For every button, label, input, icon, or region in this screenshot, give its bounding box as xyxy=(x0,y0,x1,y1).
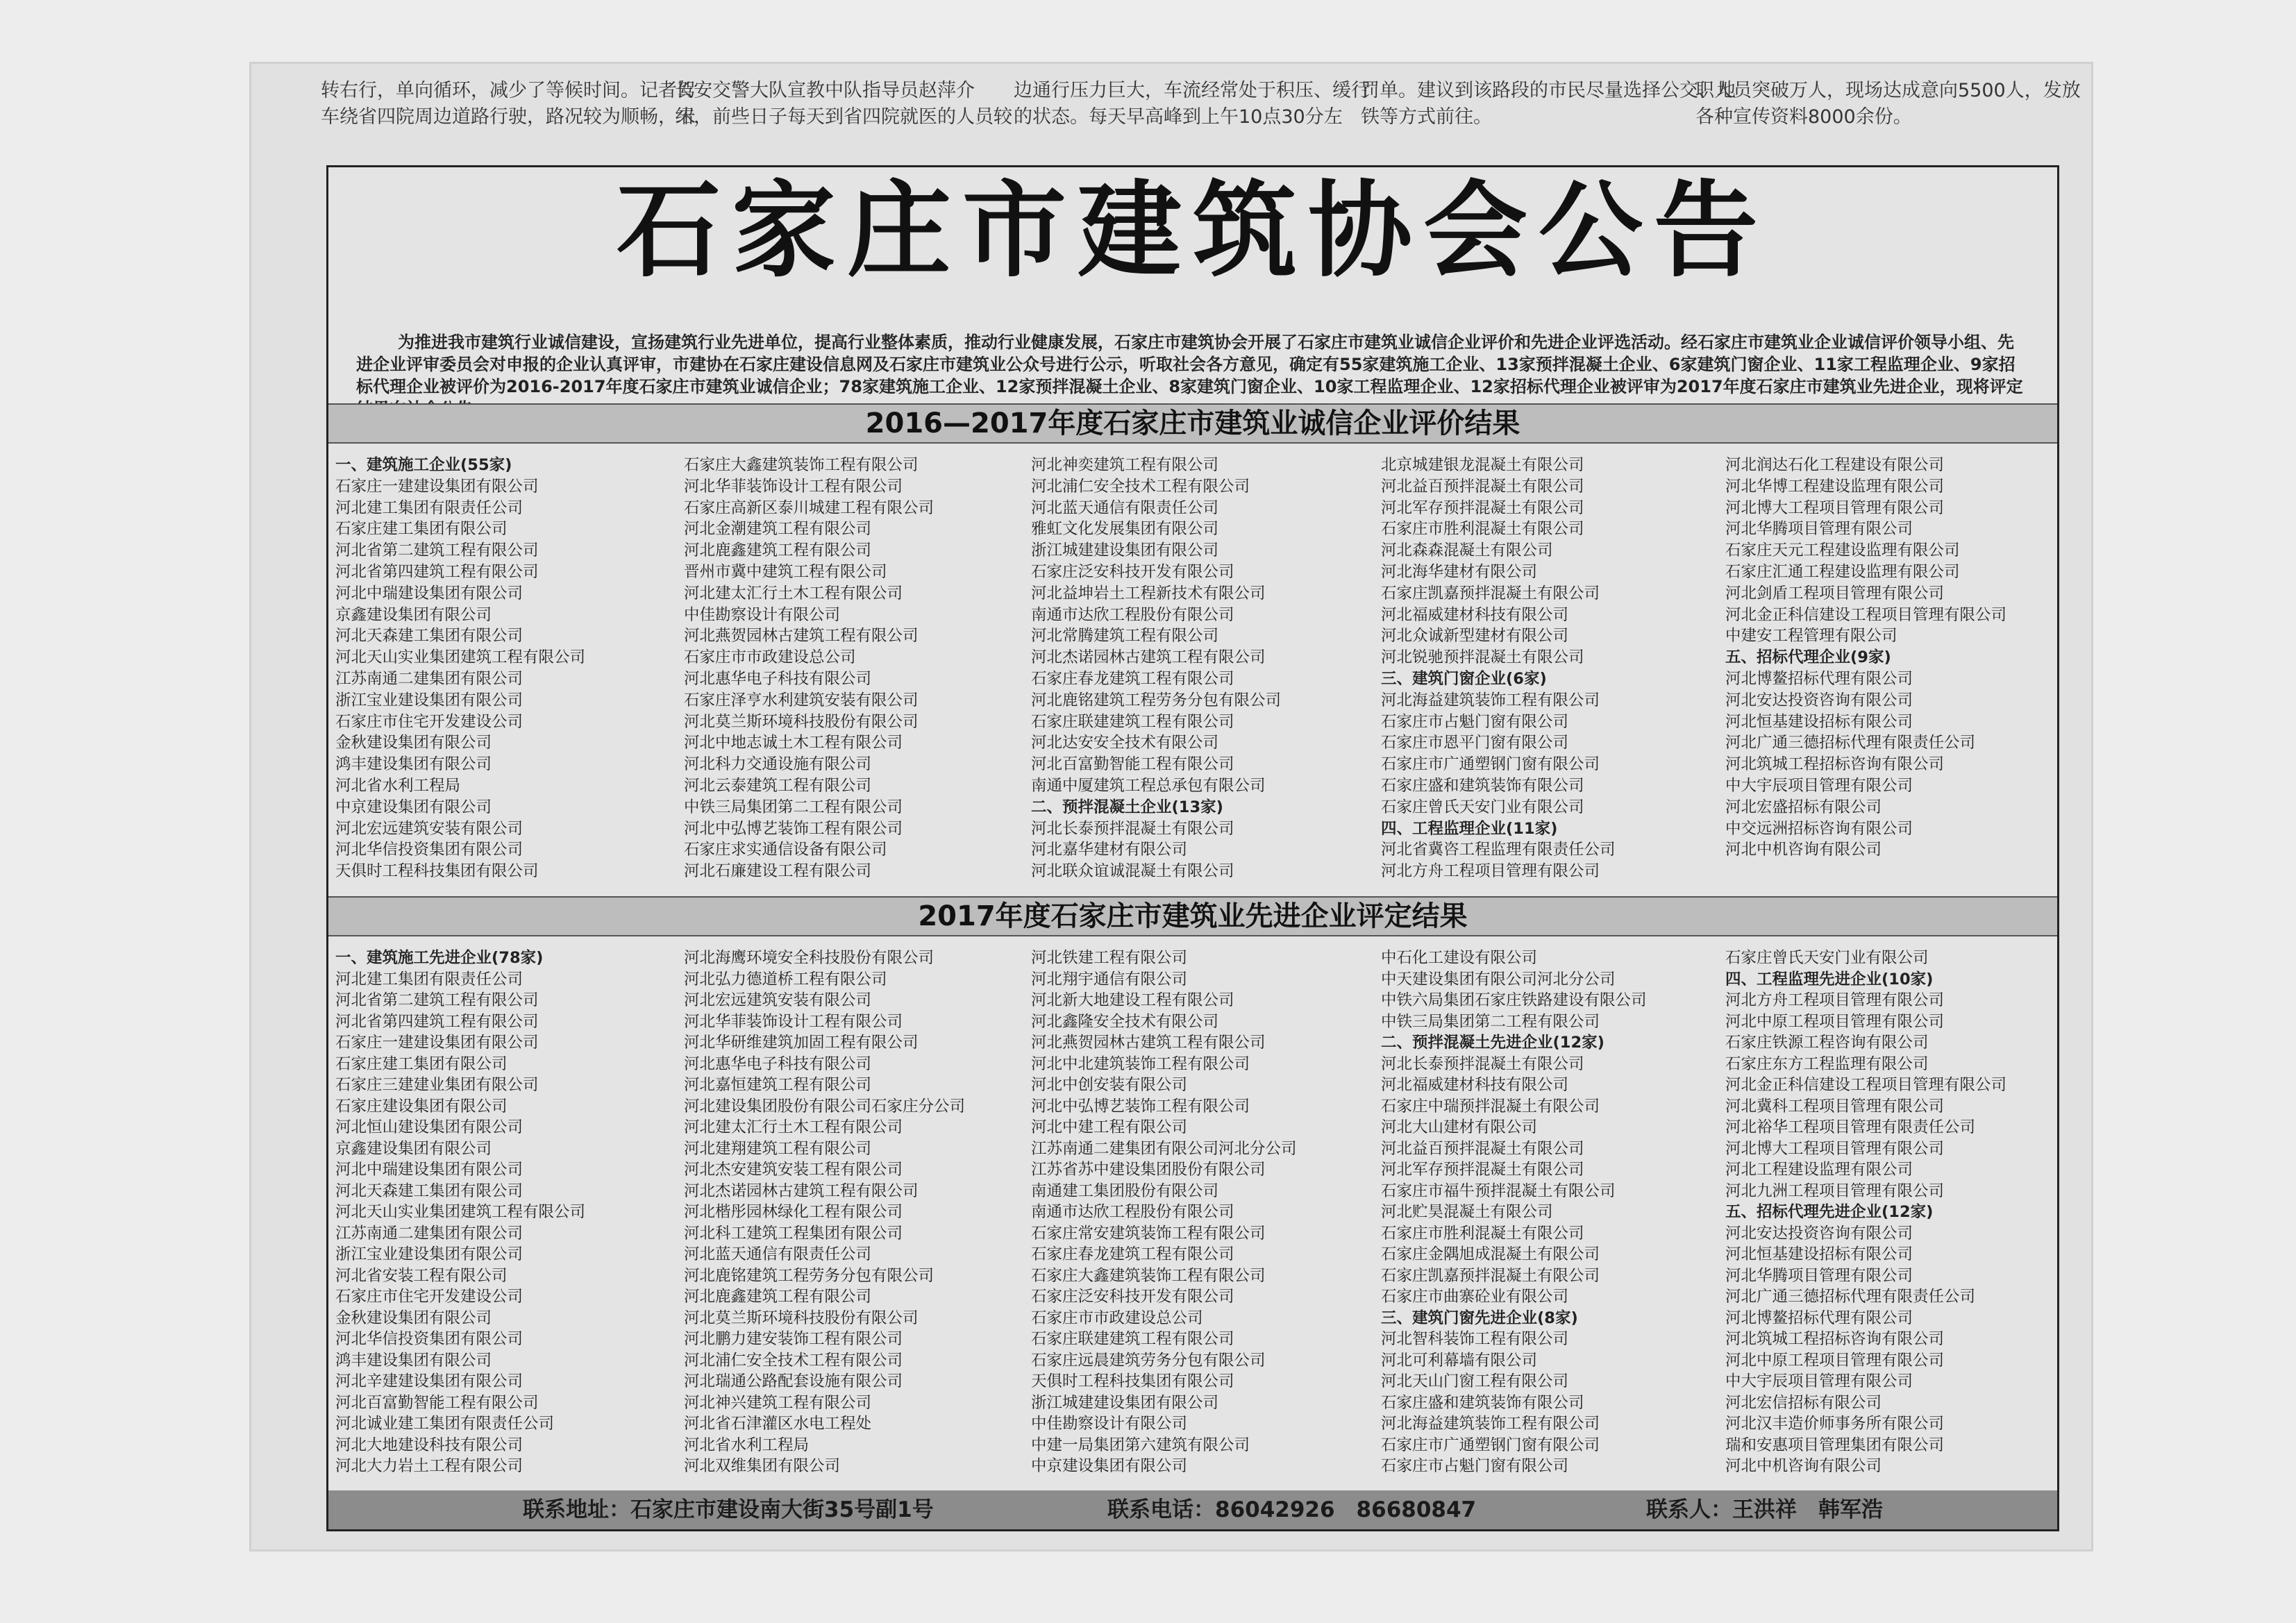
company-name: 河北省第二建筑工程有限公司 xyxy=(335,991,539,1009)
company-name: 河北大地建设科技有限公司 xyxy=(335,1436,523,1454)
company-name: 中佳勘察设计有限公司 xyxy=(684,605,841,624)
section1-heading: 2016—2017年度石家庄市建筑业诚信企业评价结果 xyxy=(328,403,2057,444)
company-name: 石家庄曾氏天安门业有限公司 xyxy=(1725,949,1929,967)
company-name: 河北大力岩土工程有限公司 xyxy=(335,1457,523,1475)
company-name: 石家庄建工集团有限公司 xyxy=(335,520,508,539)
category-heading: 四、工程监理先进企业(10家) xyxy=(1725,970,1934,989)
company-name: 鸿丰建设集团有限公司 xyxy=(335,755,492,774)
company-name: 河北建设集团股份有限公司石家庄分公司 xyxy=(684,1097,966,1116)
company-name: 河北神兴建筑工程有限公司 xyxy=(684,1393,872,1412)
company-name: 河北惠华电子科技有限公司 xyxy=(684,1054,872,1073)
company-name: 河北长泰预拌混凝土有限公司 xyxy=(1031,819,1234,838)
company-name: 河北海华建材有限公司 xyxy=(1381,562,1538,581)
company-name: 京鑫建设集团有限公司 xyxy=(335,1139,492,1158)
company-name: 石家庄市曲寨砼业有限公司 xyxy=(1381,1288,1569,1306)
company-name: 河北莫兰斯环境科技股份有限公司 xyxy=(684,1309,919,1327)
company-name: 河北中弘博艺装饰工程有限公司 xyxy=(684,819,903,838)
category-heading: 四、工程监理企业(11家) xyxy=(1381,819,1558,838)
company-name: 石家庄曾氏天安门业有限公司 xyxy=(1381,798,1584,816)
company-name: 河北中地志诚土木工程有限公司 xyxy=(684,734,903,752)
company-name: 河北嘉恒建筑工程有限公司 xyxy=(684,1076,872,1094)
company-name: 河北军存预拌混凝土有限公司 xyxy=(1381,498,1584,517)
company-name: 中交远洲招标咨询有限公司 xyxy=(1725,819,1913,838)
company-name: 河北天山门窗工程有限公司 xyxy=(1381,1372,1569,1390)
company-name: 石家庄凯嘉预拌混凝土有限公司 xyxy=(1381,1266,1600,1285)
company-name: 河北恒基建设招标有限公司 xyxy=(1725,1245,1913,1263)
company-name: 石家庄金隅旭成混凝土有限公司 xyxy=(1381,1245,1600,1263)
company-name: 河北天山实业集团建筑工程有限公司 xyxy=(335,1203,586,1221)
company-name: 河北弘力德道桥工程有限公司 xyxy=(684,970,887,989)
section1-column-3 xyxy=(1031,455,1364,882)
company-name: 河北中瑞建设集团有限公司 xyxy=(335,584,523,603)
fragment-col5-line1: 职人员突破万人，现场达成意向5500人，发放 xyxy=(1695,80,2081,101)
company-name: 河北铁建工程有限公司 xyxy=(1031,949,1188,967)
company-name: 石家庄盛和建筑装饰有限公司 xyxy=(1381,1393,1584,1412)
company-name: 河北建翔建筑工程有限公司 xyxy=(684,1139,872,1158)
section1-column-1 xyxy=(335,455,669,882)
company-name: 河北建太汇行土木工程有限公司 xyxy=(684,584,903,603)
company-name: 河北百富勤智能工程有限公司 xyxy=(335,1393,539,1412)
company-name: 河北冀科工程项目管理有限公司 xyxy=(1725,1097,1945,1116)
company-name: 河北福威建材科技有限公司 xyxy=(1381,605,1569,624)
company-name: 河北中建工程有限公司 xyxy=(1031,1118,1188,1136)
company-name: 石家庄春龙建筑工程有限公司 xyxy=(1031,669,1234,688)
company-name: 河北福威建材科技有限公司 xyxy=(1381,1076,1569,1094)
company-name: 河北鹿鑫建筑工程有限公司 xyxy=(684,541,872,560)
company-name: 石家庄春龙建筑工程有限公司 xyxy=(1031,1245,1234,1263)
company-name: 河北鹿铭建筑工程劳务分包有限公司 xyxy=(684,1266,935,1285)
company-name: 河北华菲装饰设计工程有限公司 xyxy=(684,1012,903,1031)
company-name: 河北省水利工程局 xyxy=(335,776,461,795)
category-heading: 五、招标代理先进企业(12家) xyxy=(1725,1203,1934,1221)
company-name: 天俱时工程科技集团有限公司 xyxy=(335,862,539,881)
company-name: 石家庄远晨建筑劳务分包有限公司 xyxy=(1031,1351,1266,1370)
company-name: 石家庄求实通信设备有限公司 xyxy=(684,841,887,859)
company-name: 河北智科装饰工程有限公司 xyxy=(1381,1330,1569,1348)
company-name: 河北鹏力建安装饰工程有限公司 xyxy=(684,1330,903,1348)
company-name: 河北宏远建筑安装有限公司 xyxy=(335,819,523,838)
company-name: 石家庄市福牛预拌混凝土有限公司 xyxy=(1381,1181,1616,1200)
company-name: 京鑫建设集团有限公司 xyxy=(335,605,492,624)
company-name: 河北科工建筑工程集团有限公司 xyxy=(684,1224,903,1243)
company-name: 河北众诚新型建材有限公司 xyxy=(1381,627,1569,646)
company-name: 河北惠华电子科技有限公司 xyxy=(684,669,872,688)
company-name: 河北省安装工程有限公司 xyxy=(335,1266,508,1285)
company-name: 石家庄市胜利混凝土有限公司 xyxy=(1381,1224,1584,1243)
company-name: 河北华信投资集团有限公司 xyxy=(335,1330,523,1348)
company-name: 河北益百预拌混凝土有限公司 xyxy=(1381,1139,1584,1158)
company-name: 石家庄市住宅开发建设公司 xyxy=(335,1288,523,1306)
company-name: 中大宇辰项目管理有限公司 xyxy=(1725,776,1913,795)
company-name: 河北联众谊诚混凝土有限公司 xyxy=(1031,862,1234,881)
company-name: 河北锐驰预拌混凝土有限公司 xyxy=(1381,648,1584,667)
company-name: 河北华腾项目管理有限公司 xyxy=(1725,520,1913,539)
fragment-col1-line2: 车绕省四院周边道路行驶，路况较为顺畅，未 xyxy=(321,106,696,128)
company-name: 河北剑盾工程项目管理有限公司 xyxy=(1725,584,1945,603)
company-name: 河北新大地建设工程有限公司 xyxy=(1031,991,1234,1009)
company-name: 河北省第四建筑工程有限公司 xyxy=(335,1012,539,1031)
announcement-box xyxy=(326,165,2059,1531)
company-name: 河北中瑞建设集团有限公司 xyxy=(335,1161,523,1179)
company-name: 中大宇辰项目管理有限公司 xyxy=(1725,1372,1913,1390)
company-name: 石家庄中瑞预拌混凝土有限公司 xyxy=(1381,1097,1600,1116)
company-name: 河北建工集团有限责任公司 xyxy=(335,970,523,989)
category-heading: 三、建筑门窗先进企业(8家) xyxy=(1381,1309,1578,1327)
company-name: 河北双维集团有限公司 xyxy=(684,1457,841,1475)
category-heading: 五、招标代理企业(9家) xyxy=(1725,648,1891,667)
company-name: 雅虹文化发展集团有限公司 xyxy=(1031,520,1219,539)
company-name: 江苏南通二建集团有限公司 xyxy=(335,1224,523,1243)
company-name: 河北中北建筑装饰工程有限公司 xyxy=(1031,1054,1250,1073)
company-name: 石家庄大鑫建筑装饰工程有限公司 xyxy=(1031,1266,1266,1285)
company-name: 河北中机咨询有限公司 xyxy=(1725,841,1882,859)
company-name: 石家庄市占魁门窗有限公司 xyxy=(1381,712,1569,731)
company-name: 河北宏远建筑安装有限公司 xyxy=(684,991,872,1009)
section2-heading: 2017年度石家庄市建筑业先进企业评定结果 xyxy=(328,896,2057,936)
company-name: 河北建太汇行土木工程有限公司 xyxy=(684,1118,903,1136)
company-name: 河北瑞通公路配套设施有限公司 xyxy=(684,1372,903,1390)
company-name: 石家庄泛安科技开发有限公司 xyxy=(1031,1288,1234,1306)
contact-footer xyxy=(328,1490,2057,1529)
company-name: 河北省第四建筑工程有限公司 xyxy=(335,562,539,581)
company-name: 河北方舟工程项目管理有限公司 xyxy=(1381,862,1600,881)
company-name: 石家庄市广通塑钢门窗有限公司 xyxy=(1381,1436,1600,1454)
company-name: 石家庄泽亨水利建筑安装有限公司 xyxy=(684,691,919,709)
company-name: 石家庄一建建设集团有限公司 xyxy=(335,477,539,496)
company-name: 河北科力交通设施有限公司 xyxy=(684,755,872,774)
company-name: 晋州市冀中建筑工程有限公司 xyxy=(684,562,887,581)
company-name: 河北益坤岩土工程新技术有限公司 xyxy=(1031,584,1266,603)
section2-column-3 xyxy=(1031,948,1364,1477)
company-name: 河北蓝天通信有限责任公司 xyxy=(1031,498,1219,517)
company-name: 河北汉丰造价师事务所有限公司 xyxy=(1725,1415,1945,1433)
fragment-col3-line1: 边通行压力巨大，车流经常处于积压、缓行 xyxy=(1014,80,1370,101)
company-name: 石家庄三建建业集团有限公司 xyxy=(335,1076,539,1094)
newspaper-page xyxy=(251,64,2091,1549)
company-name: 河北中原工程项目管理有限公司 xyxy=(1725,1351,1945,1370)
company-name: 河北常腾建筑工程有限公司 xyxy=(1031,627,1219,646)
company-name: 中铁三局集团第二工程有限公司 xyxy=(1381,1012,1600,1031)
section2-column-2 xyxy=(684,948,1017,1477)
company-name: 南通市达欣工程股份有限公司 xyxy=(1031,1203,1234,1221)
company-name: 石家庄联建建筑工程有限公司 xyxy=(1031,1330,1234,1348)
company-name: 河北博大工程项目管理有限公司 xyxy=(1725,498,1945,517)
company-name: 河北裕华工程项目管理有限责任公司 xyxy=(1725,1118,1976,1136)
contact-address: 联系地址：石家庄市建设南大街35号副1号 xyxy=(523,1497,934,1522)
company-name: 河北杰诺园林古建筑工程有限公司 xyxy=(684,1181,919,1200)
company-name: 河北燕贺园林古建筑工程有限公司 xyxy=(1031,1034,1266,1052)
company-name: 河北天山实业集团建筑工程有限公司 xyxy=(335,648,586,667)
company-name: 河北方舟工程项目管理有限公司 xyxy=(1725,991,1945,1009)
company-name: 石家庄天元工程建设监理有限公司 xyxy=(1725,541,1960,560)
announcement-title: 石家庄市建筑协会公告 xyxy=(616,171,1769,292)
company-name: 浙江城建建设集团有限公司 xyxy=(1031,541,1219,560)
company-name: 石家庄市市政建设总公司 xyxy=(684,648,856,667)
company-name: 浙江宝业建设集团有限公司 xyxy=(335,1245,523,1263)
company-name: 河北辛建建设集团有限公司 xyxy=(335,1372,523,1390)
company-name: 河北九洲工程项目管理有限公司 xyxy=(1725,1181,1945,1200)
company-name: 河北大山建材有限公司 xyxy=(1381,1118,1538,1136)
fragment-col2-line1: 长安交警大队宣教中队指导员赵萍介 xyxy=(675,80,975,101)
company-name: 河北燕贺园林古建筑工程有限公司 xyxy=(684,627,919,646)
company-name: 南通市达欣工程股份有限公司 xyxy=(1031,605,1234,624)
company-name: 河北宏盛招标有限公司 xyxy=(1725,798,1882,816)
company-name: 石家庄凯嘉预拌混凝土有限公司 xyxy=(1381,584,1600,603)
company-name: 河北金正科信建设工程项目管理有限公司 xyxy=(1725,1076,2007,1094)
company-name: 河北省第二建筑工程有限公司 xyxy=(335,541,539,560)
company-name: 河北鑫隆安全技术有限公司 xyxy=(1031,1012,1219,1031)
company-name: 河北安达投资咨询有限公司 xyxy=(1725,691,1913,709)
company-name: 河北天森建工集团有限公司 xyxy=(335,1181,523,1200)
company-name: 江苏南通二建集团有限公司河北分公司 xyxy=(1031,1139,1297,1158)
company-name: 中京建设集团有限公司 xyxy=(1031,1457,1188,1475)
company-name: 中建安工程管理有限公司 xyxy=(1725,627,1897,646)
company-name: 河北筑城工程招标咨询有限公司 xyxy=(1725,755,1945,774)
company-name: 石家庄市胜利混凝土有限公司 xyxy=(1381,520,1584,539)
fragment-col5-line2: 各种宣传资料8000余份。 xyxy=(1695,106,1912,128)
company-name: 河北浦仁安全技术工程有限公司 xyxy=(1031,477,1250,496)
company-name: 天俱时工程科技集团有限公司 xyxy=(1031,1372,1234,1390)
company-name: 河北益百预拌混凝土有限公司 xyxy=(1381,477,1584,496)
company-name: 河北省水利工程局 xyxy=(684,1436,810,1454)
company-name: 河北博鳌招标代理有限公司 xyxy=(1725,669,1913,688)
contact-person: 联系人：王洪祥 韩军浩 xyxy=(1646,1497,1883,1522)
company-name: 河北工程建设监理有限公司 xyxy=(1725,1161,1913,1179)
company-name: 河北华腾项目管理有限公司 xyxy=(1725,1266,1913,1285)
company-name: 河北杰诺园林古建筑工程有限公司 xyxy=(1031,648,1266,667)
company-name: 河北华信投资集团有限公司 xyxy=(335,841,523,859)
company-name: 河北浦仁安全技术工程有限公司 xyxy=(684,1351,903,1370)
company-name: 石家庄市占魁门窗有限公司 xyxy=(1381,1457,1569,1475)
company-name: 南通中厦建筑工程总承包有限公司 xyxy=(1031,776,1266,795)
company-name: 中佳勘察设计有限公司 xyxy=(1031,1415,1188,1433)
company-name: 北京城建银龙混凝土有限公司 xyxy=(1381,456,1584,474)
company-name: 河北长泰预拌混凝土有限公司 xyxy=(1381,1054,1584,1073)
company-name: 石家庄市市政建设总公司 xyxy=(1031,1309,1203,1327)
category-heading: 二、预拌混凝土先进企业(12家) xyxy=(1381,1034,1604,1052)
announcement-intro: 为推进我市建筑行业诚信建设，宣扬建筑行业先进单位，提高行业整体素质，推动行业健康发展，石家庄市建筑协会开展了石家庄市建筑业诚信企业评价和先进企业评选活动。经石家庄市建筑业企业诚信评价领导小组、先进企业评审委员会对申报的企业认真评审，市建协在石家庄建设信息网及石家庄市建筑业公众号进行公示，听取社会各方意见，确定有55家建筑施工企业、13家预拌混凝土企业、6家建筑门窗企业、11家工程监理企业、9家招标代理企业被评价为2016-2017年度石家庄市建筑业诚信企业；78家建筑施工企业、12家预拌混凝土企业、8家建筑门窗企业、10家工程监理企业、12家招标代理企业被评审为2017年度石家庄市建筑业先进企业，现将评定 xyxy=(356,333,2023,396)
category-heading: 二、预拌混凝土企业(13家) xyxy=(1031,798,1223,816)
company-name: 河北中原工程项目管理有限公司 xyxy=(1725,1012,1945,1031)
section2-column-4 xyxy=(1381,948,1714,1477)
company-name: 石家庄市广通塑钢门窗有限公司 xyxy=(1381,755,1600,774)
fragment-col4-line2: 铁等方式前往。 xyxy=(1361,106,1492,128)
company-name: 石家庄常安建筑装饰工程有限公司 xyxy=(1031,1224,1266,1243)
company-name: 河北海益建筑装饰工程有限公司 xyxy=(1381,1415,1600,1433)
company-name: 河北莫兰斯环境科技股份有限公司 xyxy=(684,712,919,731)
company-name: 河北可利幕墙有限公司 xyxy=(1381,1351,1538,1370)
company-name: 河北中机咨询有限公司 xyxy=(1725,1457,1882,1475)
company-name: 石家庄东方工程监理有限公司 xyxy=(1725,1054,1929,1073)
company-name: 河北军存预拌混凝土有限公司 xyxy=(1381,1161,1584,1179)
company-name: 河北达安安全技术有限公司 xyxy=(1031,734,1219,752)
company-name: 河北华菲装饰设计工程有限公司 xyxy=(684,477,903,496)
company-name: 江苏省苏中建设集团股份有限公司 xyxy=(1031,1161,1266,1179)
company-name: 河北百富勤智能工程有限公司 xyxy=(1031,755,1234,774)
company-name: 河北石廉建设工程有限公司 xyxy=(684,862,872,881)
company-name: 河北金潮建筑工程有限公司 xyxy=(684,520,872,539)
company-name: 河北恒山建设集团有限公司 xyxy=(335,1118,523,1136)
company-name: 中京建设集团有限公司 xyxy=(335,798,492,816)
company-name: 江苏南通二建集团有限公司 xyxy=(335,669,523,688)
company-name: 金秋建设集团有限公司 xyxy=(335,1309,492,1327)
company-name: 中铁三局集团第二工程有限公司 xyxy=(684,798,903,816)
company-name: 河北海益建筑装饰工程有限公司 xyxy=(1381,691,1600,709)
company-name: 中铁六局集团石家庄铁路建设有限公司 xyxy=(1381,991,1647,1009)
company-name: 石家庄大鑫建筑装饰工程有限公司 xyxy=(684,456,919,474)
company-name: 河北博鳌招标代理有限公司 xyxy=(1725,1309,1913,1327)
company-name: 河北楷彤园林绿化工程有限公司 xyxy=(684,1203,903,1221)
company-name: 中天建设集团有限公司河北分公司 xyxy=(1381,970,1616,989)
company-name: 河北神奕建筑工程有限公司 xyxy=(1031,456,1219,474)
company-name: 石家庄建设集团有限公司 xyxy=(335,1097,508,1116)
company-name: 河北省石津灌区水电工程处 xyxy=(684,1415,872,1433)
company-name: 河北宏信招标有限公司 xyxy=(1725,1393,1882,1412)
company-name: 河北金正科信建设工程项目管理有限公司 xyxy=(1725,605,2007,624)
contact-phone: 联系电话：86042926 86680847 xyxy=(1107,1497,1477,1522)
company-name: 河北嘉华建材有限公司 xyxy=(1031,841,1188,859)
company-name: 南通建工集团股份有限公司 xyxy=(1031,1181,1219,1200)
company-name: 河北蓝天通信有限责任公司 xyxy=(684,1245,872,1263)
company-name: 中建一局集团第六建筑有限公司 xyxy=(1031,1436,1250,1454)
company-name: 金秋建设集团有限公司 xyxy=(335,734,492,752)
company-name: 河北建工集团有限责任公司 xyxy=(335,498,523,517)
company-name: 河北云泰建筑工程有限公司 xyxy=(684,776,872,795)
fragment-col3-line2: 的状态。每天早高峰到上午10点30分左 xyxy=(1014,106,1343,128)
company-name: 河北贮昊混凝土有限公司 xyxy=(1381,1203,1553,1221)
company-name: 河北广通三德招标代理有限责任公司 xyxy=(1725,1288,1976,1306)
fragment-col1-line1: 转右行，单向循环，减少了等候时间。记者驾 xyxy=(321,80,696,101)
company-name: 河北杰安建筑安装工程有限公司 xyxy=(684,1161,903,1179)
company-name: 河北鹿鑫建筑工程有限公司 xyxy=(684,1288,872,1306)
company-name: 河北诚业建工集团有限责任公司 xyxy=(335,1415,555,1433)
category-heading: 一、建筑施工企业(55家) xyxy=(335,456,512,474)
company-name: 河北翔宇通信有限公司 xyxy=(1031,970,1188,989)
company-name: 河北中弘博艺装饰工程有限公司 xyxy=(1031,1097,1250,1116)
company-name: 鸿丰建设集团有限公司 xyxy=(335,1351,492,1370)
company-name: 河北润达石化工程建设有限公司 xyxy=(1725,456,1945,474)
company-name: 河北鹿铭建筑工程劳务分包有限公司 xyxy=(1031,691,1282,709)
company-name: 河北华博工程建设监理有限公司 xyxy=(1725,477,1945,496)
section2-column-5 xyxy=(1725,948,2059,1477)
category-heading: 一、建筑施工先进企业(78家) xyxy=(335,949,544,967)
company-name: 河北恒基建设招标有限公司 xyxy=(1725,712,1913,731)
section1-column-2 xyxy=(684,455,1017,882)
company-name: 浙江城建建设集团有限公司 xyxy=(1031,1393,1219,1412)
company-name: 河北海鹰环境安全科技股份有限公司 xyxy=(684,949,935,967)
company-name: 河北广通三德招标代理有限责任公司 xyxy=(1725,734,1976,752)
company-name: 浙江宝业建设集团有限公司 xyxy=(335,691,523,709)
company-name: 石家庄盛和建筑装饰有限公司 xyxy=(1381,776,1584,795)
company-name: 石家庄市住宅开发建设公司 xyxy=(335,712,523,731)
fragment-col2-line2: 绍，前些日子每天到省四院就医的人员较 xyxy=(675,106,1012,128)
company-name: 河北华研维建筑加固工程有限公司 xyxy=(684,1034,919,1052)
company-name: 瑞和安惠项目管理集团有限公司 xyxy=(1725,1436,1945,1454)
company-name: 河北中创安装有限公司 xyxy=(1031,1076,1188,1094)
section2-column-1 xyxy=(335,948,669,1477)
category-heading: 三、建筑门窗企业(6家) xyxy=(1381,669,1547,688)
fragment-col4-line1: 罚单。建议到该路段的市民尽量选择公交、地 xyxy=(1361,80,1736,101)
company-name: 河北森森混凝土有限公司 xyxy=(1381,541,1553,560)
company-name: 石家庄建工集团有限公司 xyxy=(335,1054,508,1073)
company-name: 石家庄泛安科技开发有限公司 xyxy=(1031,562,1234,581)
company-name: 河北筑城工程招标咨询有限公司 xyxy=(1725,1330,1945,1348)
company-name: 河北安达投资咨询有限公司 xyxy=(1725,1224,1913,1243)
company-name: 河北省冀咨工程监理有限责任公司 xyxy=(1381,841,1616,859)
previous-article-fragments xyxy=(251,64,2091,147)
company-name: 河北天森建工集团有限公司 xyxy=(335,627,523,646)
company-name: 石家庄一建建设集团有限公司 xyxy=(335,1034,539,1052)
company-name: 中石化工建设有限公司 xyxy=(1381,949,1538,967)
section1-column-5 xyxy=(1725,455,2059,861)
company-name: 石家庄市恩平门窗有限公司 xyxy=(1381,734,1569,752)
company-name: 石家庄汇通工程建设监理有限公司 xyxy=(1725,562,1960,581)
section1-column-4 xyxy=(1381,455,1714,882)
company-name: 河北博大工程项目管理有限公司 xyxy=(1725,1139,1945,1158)
company-name: 石家庄铁源工程咨询有限公司 xyxy=(1725,1034,1929,1052)
company-name: 石家庄高新区泰川城建工程有限公司 xyxy=(684,498,935,517)
company-name: 石家庄联建建筑工程有限公司 xyxy=(1031,712,1234,731)
